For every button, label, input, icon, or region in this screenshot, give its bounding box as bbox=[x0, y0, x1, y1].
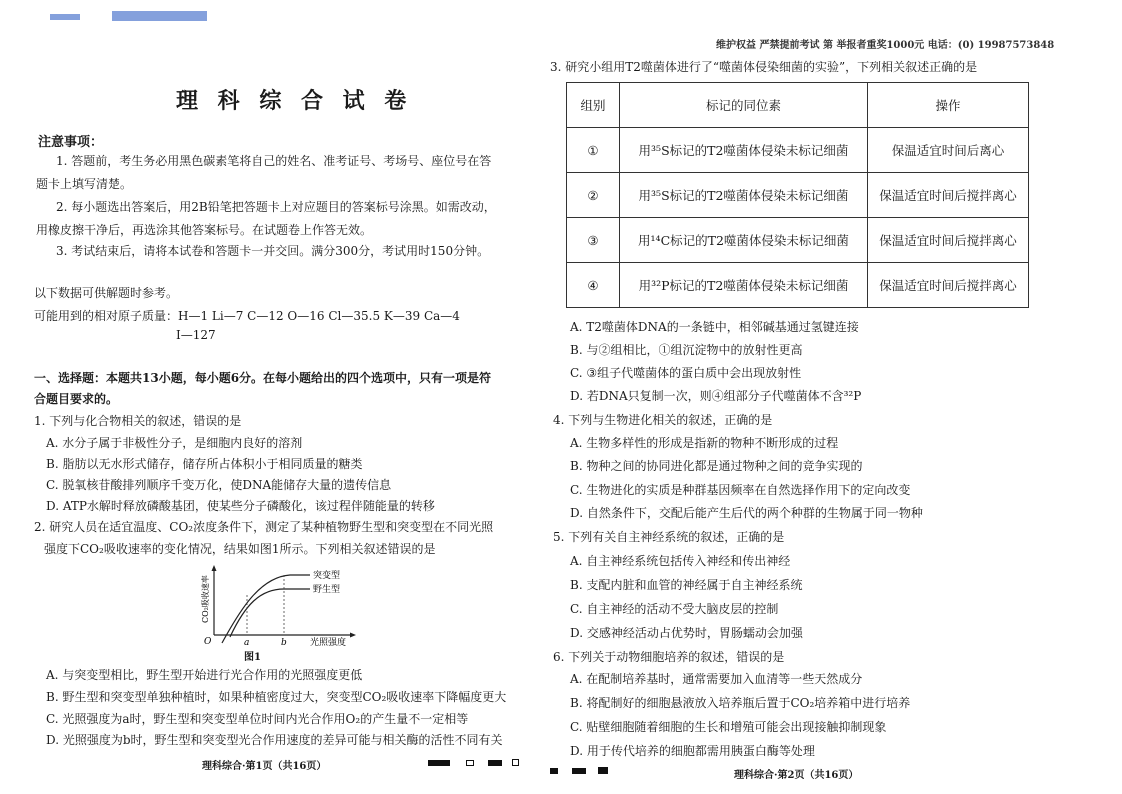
alignment-mark bbox=[466, 760, 474, 766]
alignment-mark bbox=[428, 760, 450, 766]
series-mutant-curve bbox=[222, 575, 310, 643]
page-footer: 理科综合·第2页（共16页） bbox=[734, 770, 859, 781]
redacted-header-mark bbox=[50, 14, 80, 20]
question-stem: 3. 研究小组用T2噬菌体进行了“噬菌体侵染细菌的实验”，下列相关叙述正确的是 bbox=[550, 60, 978, 74]
legend-wild: 野生型 bbox=[313, 585, 341, 595]
question-option: A. 在配制培养基时，通常需要加入血清等一些天然成分 bbox=[570, 672, 863, 686]
question-option: B. 支配内脏和血管的神经属于自主神经系统 bbox=[570, 578, 803, 592]
table-cell: 保温适宜时间后离心 bbox=[868, 128, 1029, 173]
question-option: D. 用于传代培养的细胞都需用胰蛋白酶等处理 bbox=[570, 744, 815, 758]
notes-line: 题卡上填写清楚。 bbox=[36, 177, 133, 191]
table-cell: 保温适宜时间后搅拌离心 bbox=[868, 263, 1029, 308]
question-option: D. 交感神经活动占优势时，胃肠蠕动会加强 bbox=[570, 626, 803, 640]
question-option: C. 脱氧核苷酸排列顺序千变万化，使DNA能储存大量的遗传信息 bbox=[46, 478, 392, 492]
table-cell: ④ bbox=[567, 263, 620, 308]
notes-line: 2. 每小题选出答案后，用2B铅笔把答题卡上对应题目的答案标号涂黑。如需改动， bbox=[56, 200, 496, 214]
table-cell: 用³²P标记的T2噬菌体侵染未标记细菌 bbox=[620, 263, 868, 308]
notes-line: 1. 答题前，考生务必用黑色碳素笔将自己的姓名、准考证号、考场号、座位号在答 bbox=[56, 154, 492, 168]
alignment-mark bbox=[598, 767, 608, 774]
question-option: B. 脂肪以无水形式储存，储存所占体积小于相同质量的糖类 bbox=[46, 457, 363, 471]
table-cell: 用³⁵S标记的T2噬菌体侵染未标记细菌 bbox=[620, 128, 868, 173]
isotope-table bbox=[566, 82, 1029, 308]
section-heading: 一、选择题：本题共13小题，每小题6分。在每小题给出的四个选项中，只有一项是符 bbox=[34, 371, 492, 385]
x-axis-arrow bbox=[350, 633, 356, 638]
table-row bbox=[567, 218, 1029, 263]
table-row bbox=[567, 128, 1029, 173]
question-stem: 2. 研究人员在适宜温度、CO₂浓度条件下，测定了某种植物野生型和突变型在不同光照 bbox=[34, 520, 494, 534]
question-option: B. 将配制好的细胞悬液放入培养瓶后置于CO₂培养箱中进行培养 bbox=[570, 696, 911, 710]
table-row bbox=[567, 263, 1029, 308]
page-footer: 理科综合·第1页（共16页） bbox=[202, 761, 327, 772]
data-intro: 以下数据可供解题时参考。 bbox=[34, 286, 179, 300]
table-cell: ① bbox=[567, 128, 620, 173]
figure-caption: 图1 bbox=[244, 652, 261, 663]
alignment-mark bbox=[572, 768, 586, 774]
redacted-header-mark bbox=[112, 11, 207, 21]
atomic-mass-line: I—127 bbox=[176, 328, 216, 342]
figure-1-chart bbox=[200, 565, 360, 661]
question-stem: 6. 下列关于动物细胞培养的叙述，错误的是 bbox=[553, 650, 785, 664]
table-header-cell: 标记的同位素 bbox=[620, 83, 868, 128]
question-stem: 强度下CO₂吸收速率的变化情况，结果如图1所示。下列相关叙述错误的是 bbox=[44, 542, 436, 556]
table-header-row bbox=[567, 83, 1029, 128]
alignment-mark bbox=[550, 768, 558, 774]
question-option: A. 生物多样性的形成是指新的物种不断形成的过程 bbox=[570, 436, 839, 450]
legend-mutant: 突变型 bbox=[313, 571, 341, 581]
notes-line: 3. 考试结束后，请将本试卷和答题卡一并交回。满分300分，考试用时150分钟。 bbox=[56, 244, 490, 258]
table-cell: ② bbox=[567, 173, 620, 218]
notes-line: 用橡皮擦干净后，再选涂其他答案标号。在试题卷上作答无效。 bbox=[36, 223, 373, 237]
table-cell: 保温适宜时间后搅拌离心 bbox=[868, 173, 1029, 218]
question-option: D. ATP水解时释放磷酸基团，使某些分子磷酸化，该过程伴随能量的转移 bbox=[46, 499, 435, 513]
question-option: C. ③组子代噬菌体的蛋白质中会出现放射性 bbox=[570, 366, 802, 380]
question-option: A. 与突变型相比，野生型开始进行光合作用的光照强度更低 bbox=[46, 668, 363, 682]
origin-label: O bbox=[204, 637, 212, 647]
alignment-mark bbox=[512, 759, 519, 766]
table-cell: 用³⁵S标记的T2噬菌体侵染未标记细菌 bbox=[620, 173, 868, 218]
series-wild-curve bbox=[230, 589, 310, 637]
question-option: B. 物种之间的协同进化都是通过物种之间的竞争实现的 bbox=[570, 459, 863, 473]
atomic-mass-line: 可能用到的相对原子质量：H—1 Li—7 C—12 O—16 Cl—35.5 K—39 Ca—4 bbox=[34, 309, 460, 323]
alignment-mark bbox=[488, 760, 502, 766]
question-option: D. 若DNA只复制一次，则④组部分子代噬菌体不含³²P bbox=[570, 389, 862, 403]
question-option: C. 贴壁细胞随着细胞的生长和增殖可能会出现接触抑制现象 bbox=[570, 720, 887, 734]
question-option: A. T2噬菌体DNA的一条链中，相邻碱基通过氢键连接 bbox=[570, 320, 859, 334]
table-cell: 保温适宜时间后搅拌离心 bbox=[868, 218, 1029, 263]
table-header-cell: 组别 bbox=[567, 83, 620, 128]
table-row bbox=[567, 173, 1029, 218]
question-option: A. 自主神经系统包括传入神经和传出神经 bbox=[570, 554, 791, 568]
table-cell: 用¹⁴C标记的T2噬菌体侵染未标记细菌 bbox=[620, 218, 868, 263]
tick-a-label: a bbox=[244, 638, 250, 648]
question-option: C. 光照强度为a时，野生型和突变型单位时间内光合作用O₂的产生量不一定相等 bbox=[46, 712, 469, 726]
x-axis-label: 光照强度 bbox=[310, 638, 347, 648]
question-option: D. 自然条件下，交配后能产生后代的两个种群的生物属于同一物种 bbox=[570, 506, 923, 520]
question-option: D. 光照强度为b时，野生型和突变型光合作用速度的差异可能与相关酶的活性不同有关 bbox=[46, 733, 503, 747]
question-option: B. 野生型和突变型单独种植时，如果种植密度过大，突变型CO₂吸收速率下降幅度更大 bbox=[46, 690, 507, 704]
table-header-cell: 操作 bbox=[868, 83, 1029, 128]
y-axis-arrow bbox=[212, 565, 217, 571]
question-option: C. 生物进化的实质是种群基因频率在自然选择作用下的定向改变 bbox=[570, 483, 911, 497]
question-option: C. 自主神经的活动不受大脑皮层的控制 bbox=[570, 602, 779, 616]
question-stem: 5. 下列有关自主神经系统的叙述，正确的是 bbox=[553, 530, 785, 544]
y-axis-label: CO₂吸收速率 bbox=[201, 575, 210, 623]
header-notice: 维护权益 严禁提前考试 第 举报者重奖1000元 电话：(0) 19987573848 bbox=[716, 40, 1055, 51]
table-cell: ③ bbox=[567, 218, 620, 263]
question-stem: 1. 下列与化合物相关的叙述，错误的是 bbox=[34, 414, 242, 428]
section-heading: 合题目要求的。 bbox=[34, 392, 119, 406]
question-option: B. 与②组相比，①组沉淀物中的放射性更高 bbox=[570, 343, 803, 357]
question-stem: 4. 下列与生物进化相关的叙述，正确的是 bbox=[553, 413, 773, 427]
notes-heading: 注意事项： bbox=[38, 135, 104, 150]
tick-b-label: b bbox=[281, 638, 287, 648]
page-title: 理 科 综 合 试 卷 bbox=[176, 88, 413, 114]
question-option: A. 水分子属于非极性分子，是细胞内良好的溶剂 bbox=[46, 436, 303, 450]
